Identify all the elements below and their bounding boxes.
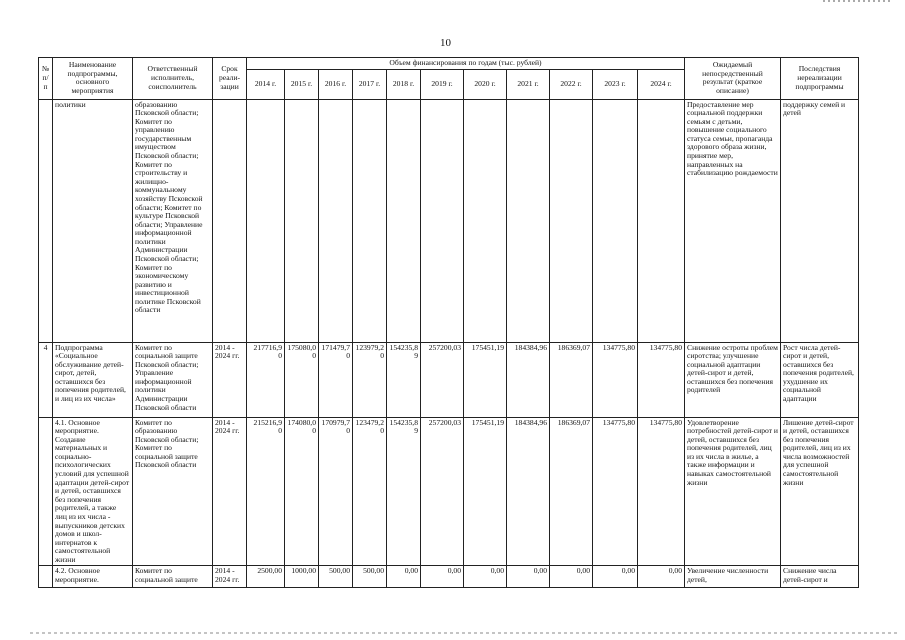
row-value: 0,00	[387, 566, 421, 588]
table-row	[39, 342, 859, 417]
header-year: 2023 г.	[593, 69, 638, 99]
row-value: 0,00	[638, 566, 685, 588]
row-value: 257200,03	[421, 417, 464, 566]
row-value: 0,00	[507, 566, 550, 588]
funding-table	[38, 57, 859, 588]
table-row	[39, 566, 859, 588]
header-year: 2017 г.	[353, 69, 387, 99]
row-value: 134775,80	[593, 342, 638, 417]
header-year: 2024 г.	[638, 69, 685, 99]
header-no: № п/ п	[39, 58, 53, 100]
header-year: 2022 г.	[550, 69, 593, 99]
row-value: 1000,00	[285, 566, 319, 588]
header-year: 2014 г.	[247, 69, 285, 99]
header-year: 2019 г.	[421, 69, 464, 99]
row-value: 175451,19	[464, 342, 507, 417]
row-name: Подпрограмма «Социальное обслуживание детей-сирот, детей, оставшихся без попечения родителей, и лиц из их числа»	[53, 342, 133, 417]
header-year: 2021 г.	[507, 69, 550, 99]
scan-artifact-top	[823, 0, 893, 2]
row-value: 500,00	[319, 566, 353, 588]
row-term	[213, 99, 247, 342]
row-value	[464, 99, 507, 342]
row-value: 186369,07	[550, 417, 593, 566]
header-year: 2015 г.	[285, 69, 319, 99]
row-value	[319, 99, 353, 342]
header-name: Наименование подпрограммы, основного мероприятия	[53, 58, 133, 100]
row-value: 0,00	[550, 566, 593, 588]
row-value: 175080,0 0	[285, 342, 319, 417]
row-term: 2014 - 2024 гг.	[213, 342, 247, 417]
row-value	[550, 99, 593, 342]
row-no	[39, 99, 53, 342]
row-value	[638, 99, 685, 342]
row-value: 134775,80	[593, 417, 638, 566]
row-executor: образованию Псковской области; Комитет по управлению государственным имуществом Псковской области; Комитет по строительству и жилищно-коммунальному хозяйству Псковской области; Комитет по культуре Псковской области; Управление информационной политики Администрации Псковской области; Комитет по экономическому развитию и инвестиционной политике Псковской области	[133, 99, 213, 342]
row-value: 0,00	[593, 566, 638, 588]
header-executor: Ответственный исполнитель, соисполнитель	[133, 58, 213, 100]
row-value: 215216,9 0	[247, 417, 285, 566]
row-value	[285, 99, 319, 342]
row-term: 2014 - 2024 гг.	[213, 566, 247, 588]
row-result: Удовлетворение потребностей детей-сирот и детей, оставшихся без попечения родителей, лиц из их числа в жилье, а также информации и навыках самостоятельной жизни	[685, 417, 781, 566]
row-value: 257200,03	[421, 342, 464, 417]
row-value: 0,00	[421, 566, 464, 588]
row-value: 186369,07	[550, 342, 593, 417]
row-executor: Комитет по образованию Псковской области; Комитет по социальной защите Псковской области	[133, 417, 213, 566]
row-name: 4.2. Основное мероприятие.	[53, 566, 133, 588]
row-no: 4	[39, 342, 53, 417]
row-consequences: Снижение числа детей-сирот и	[781, 566, 859, 588]
row-term: 2014 - 2024 гг.	[213, 417, 247, 566]
row-value: 123979,2 0	[353, 342, 387, 417]
row-name: 4.1. Основное мероприятие. Создание материальных и социально-психологических условий для успешной адаптации детей-сирот и детей, оставшихся без попечения родителей, а также лиц из их числа - выпускников детских домов и школ-интернатов к самостоятельной жизни	[53, 417, 133, 566]
row-result: Снижение остроты проблем сиротства; улучшение социальной адаптации детей-сирот и детей, оставшихся без попечения родителей	[685, 342, 781, 417]
row-value: 154235,8 9	[387, 342, 421, 417]
scan-artifact-bottom	[30, 632, 900, 634]
page-number: 10	[440, 37, 451, 49]
row-value: 123479,2 0	[353, 417, 387, 566]
header-consequences: Последствия нереализации подпрограммы	[781, 58, 859, 100]
row-name: политики	[53, 99, 133, 342]
row-result: Предоставление мер социальной поддержки семьям с детьми, повышение социального статуса семьи, пропаганда здорового образа жизни, принятие мер, направленных на стабилизацию рождаемости	[685, 99, 781, 342]
row-executor: Комитет по социальной защите Псковской области; Управление информационной политики Администрации Псковской области	[133, 342, 213, 417]
row-value: 170979,7 0	[319, 417, 353, 566]
row-value: 184384,96	[507, 417, 550, 566]
row-value: 175451,19	[464, 417, 507, 566]
row-value: 0,00	[464, 566, 507, 588]
row-value: 134775,80	[638, 342, 685, 417]
row-consequences: Рост числа детей-сирот и детей, оставшихся без попечения родителей, ухудшение их социальной адаптации	[781, 342, 859, 417]
row-no	[39, 417, 53, 566]
row-value	[593, 99, 638, 342]
header-funding: Объем финансирования по годам (тыс. рублей)	[247, 58, 685, 70]
row-value	[507, 99, 550, 342]
row-value: 2500,00	[247, 566, 285, 588]
row-value: 174080,0 0	[285, 417, 319, 566]
row-value: 134775,80	[638, 417, 685, 566]
row-result: Увеличение численности детей,	[685, 566, 781, 588]
row-consequences: поддержку семей и детей	[781, 99, 859, 342]
row-value: 217716,9 0	[247, 342, 285, 417]
header-year: 2016 г.	[319, 69, 353, 99]
header-term: Срок реали-зации	[213, 58, 247, 100]
row-value: 171479,7 0	[319, 342, 353, 417]
row-value	[353, 99, 387, 342]
row-executor: Комитет по социальной защите	[133, 566, 213, 588]
header-result: Ожидаемый непосредственный результат (краткое описание)	[685, 58, 781, 100]
row-value: 184384,96	[507, 342, 550, 417]
row-value	[247, 99, 285, 342]
header-year: 2018 г.	[387, 69, 421, 99]
table-row	[39, 417, 859, 566]
row-no	[39, 566, 53, 588]
row-value	[387, 99, 421, 342]
header-year: 2020 г.	[464, 69, 507, 99]
row-consequences: Лишение детей-сирот и детей, оставшихся без попечения родителей, лиц из их числа возможностей для успешной самостоятельной жизни	[781, 417, 859, 566]
row-value	[421, 99, 464, 342]
row-value: 154235,8 9	[387, 417, 421, 566]
table-row	[39, 99, 859, 342]
row-value: 500,00	[353, 566, 387, 588]
